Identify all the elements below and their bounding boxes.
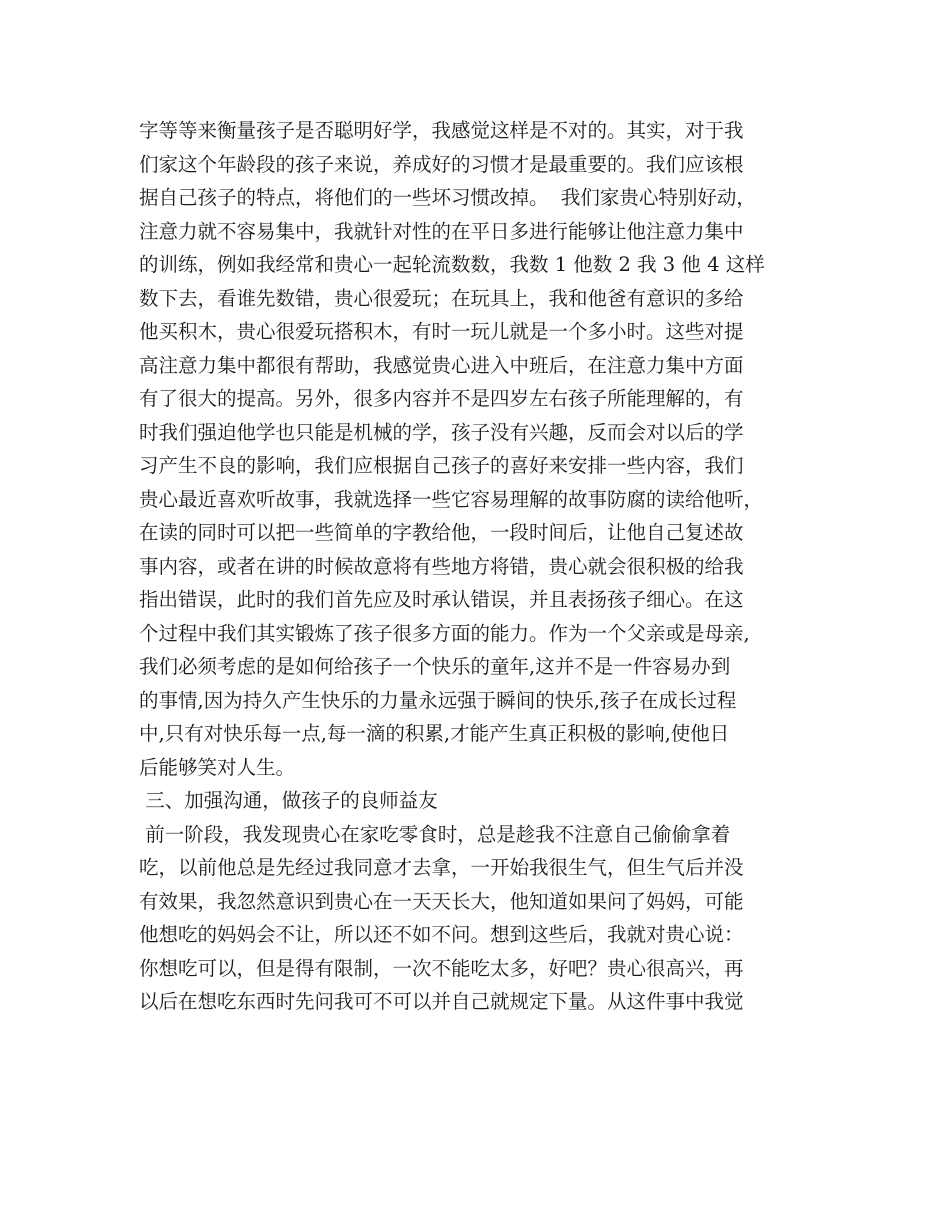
text-line: 高注意力集中都很有帮助，我感觉贵心进入中班后，在注意力集中方面 bbox=[139, 353, 744, 377]
text-line: 你想吃可以，但是得有限制，一次不能吃太多，好吧？贵心很高兴，再 bbox=[139, 956, 744, 980]
text-line: 的训练，例如我经常和贵心一起轮流数数，我数 1 他数 2 我 3 他 4 这样 bbox=[139, 253, 765, 276]
text-line: 他想吃的妈妈会不让，所以还不如不问。想到这些后，我就对贵心说： bbox=[139, 923, 744, 946]
text-line: 我们必须考虑的是如何给孩子一个快乐的童年,这并不是一件容易办到 bbox=[139, 655, 731, 678]
text-line: 个过程中我们其实锻炼了孩子很多方面的能力。作为一个父亲或是母亲, bbox=[139, 621, 750, 645]
text-line: 数下去，看谁先数错，贵心很爱玩；在玩具上，我和他爸有意识的多给 bbox=[139, 286, 744, 310]
section-heading: 三、加强沟通，做孩子的良师益友 bbox=[139, 789, 438, 812]
text-line: 贵心最近喜欢听故事，我就选择一些它容易理解的故事防腐的读给他听， bbox=[139, 487, 764, 511]
text-line: 字等等来衡量孩子是否聪明好学，我感觉这样是不对的。其实，对于我 bbox=[139, 119, 744, 142]
text-line: 吃，以前他总是先经过我同意才去拿，一开始我很生气，但生气后并没 bbox=[139, 856, 744, 879]
text-line: 中,只有对快乐每一点,每一滴的积累,才能产生真正积极的影响,使他日 bbox=[139, 722, 730, 745]
text-line: 前一阶段，我发现贵心在家吃零食时，总是趁我不注意自己偷偷拿着 bbox=[139, 822, 731, 846]
text-line: 指出错误，此时的我们首先应及时承认错误，并且表扬孩子细心。在这 bbox=[139, 588, 744, 611]
text-line: 习产生不良的影响，我们应根据自己孩子的喜好来安排一些内容，我们 bbox=[139, 454, 744, 477]
text-line: 有了很大的提高。另外，很多内容并不是四岁左右孩子所能理解的，有 bbox=[139, 387, 744, 410]
text-line: 据自己孩子的特点，将他们的一些坏习惯改掉。 我们家贵心特别好动， bbox=[139, 186, 756, 209]
text-line: 他买积木，贵心很爱玩搭积木，有时一玩儿就是一个多小时。这些对提 bbox=[139, 320, 744, 343]
text-line: 注意力就不容易集中，我就针对性的在平日多进行能够让他注意力集中 bbox=[139, 219, 744, 243]
text-line: 在读的同时可以把一些简单的字教给他，一段时间后，让他自己复述故 bbox=[139, 521, 744, 544]
text-line: 们家这个年龄段的孩子来说，养成好的习惯才是最重要的。我们应该根 bbox=[139, 152, 744, 176]
text-line: 的事情,因为持久产生快乐的力量永远强于瞬间的快乐,孩子在成长过程 bbox=[139, 688, 737, 712]
text-line: 时我们强迫他学也只能是机械的学，孩子没有兴趣，反而会对以后的学 bbox=[139, 420, 744, 444]
text-line: 有效果，我忽然意识到贵心在一天天长大，他知道如果问了妈妈，可能 bbox=[139, 889, 744, 913]
document-body bbox=[139, 114, 829, 1019]
text-line: 后能够笑对人生。 bbox=[139, 755, 296, 779]
text-line: 以后在想吃东西时先问我可不可以并自己就规定下量。从这件事中我觉 bbox=[139, 990, 744, 1013]
text-line: 事内容，或者在讲的时候故意将有些地方将错，贵心就会很积极的给我 bbox=[139, 554, 744, 578]
